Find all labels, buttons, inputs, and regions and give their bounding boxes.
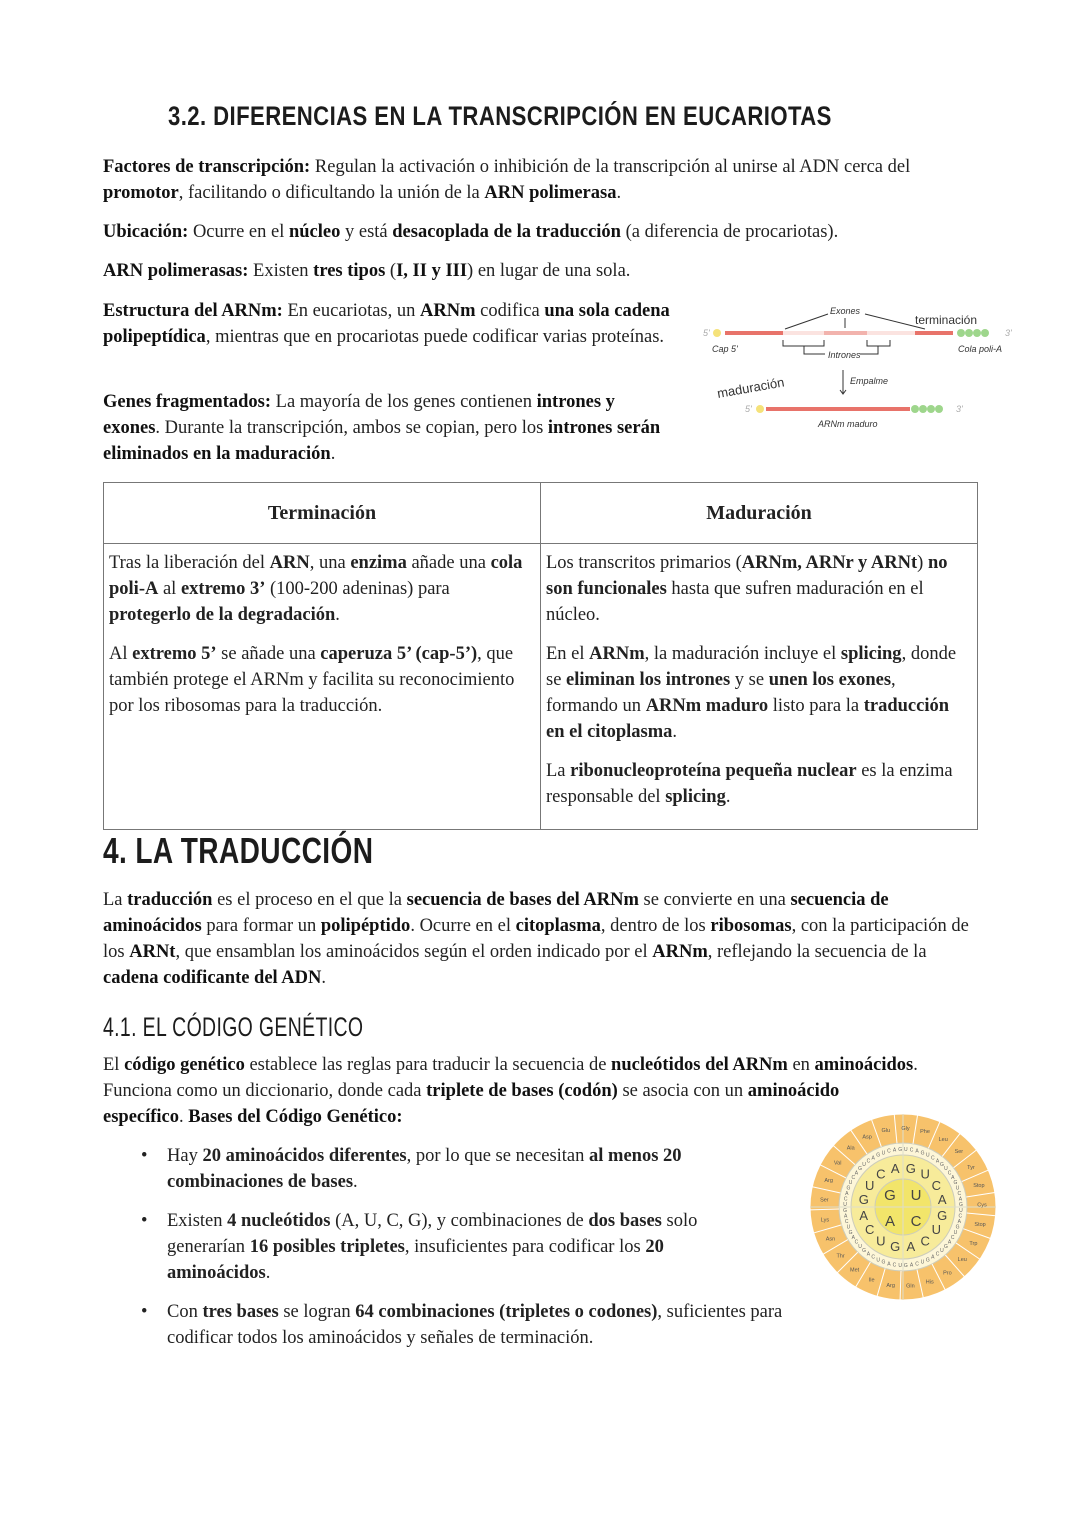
wheel-base-third: C [957, 1190, 962, 1197]
wheel-base-third: A [931, 1254, 935, 1261]
wheel-base-third: G [955, 1224, 960, 1231]
cell-paragraph [546, 758, 972, 810]
wheel-base-third: A [843, 1213, 848, 1220]
bold-text: eliminan los intrones [566, 670, 731, 690]
list-item [103, 1143, 767, 1195]
bold-text: ARN polimerasas: [103, 261, 249, 281]
text: El [103, 1055, 125, 1075]
bold-text: 64 combinaciones (tripletes o codones) [355, 1302, 658, 1322]
bold-text: unen los exones [768, 670, 892, 690]
column-header-terminacion: Terminación [104, 483, 541, 544]
cell-maduracion [541, 544, 978, 830]
bold-text: una sola cadena polipeptídica [103, 301, 670, 347]
text: , que también protege el ARNm y facilita su reconocimiento por los ribosomas para la traducción. [109, 644, 515, 716]
wheel-amino-acid: Stop [973, 1182, 985, 1189]
label-empalme: Empalme [850, 376, 889, 386]
text: y está [340, 222, 393, 242]
wheel-amino-acid: Asp [862, 1134, 872, 1141]
wheel-base-second: G [937, 1207, 948, 1223]
wheel-amino-acid: Gly [901, 1126, 910, 1133]
bold-text: promotor [103, 183, 179, 203]
text: . Durante la transcripción, ambos se copian, pero los [155, 418, 548, 438]
text: En eucariotas, un [282, 301, 421, 321]
text: Los transcritos primarios ( [546, 553, 742, 573]
cell-paragraph [546, 641, 972, 745]
text: Con [167, 1302, 203, 1322]
bold-text: código genético [124, 1055, 245, 1075]
text: en [787, 1055, 815, 1075]
bold-text: Estructura del ARNm: [103, 301, 283, 321]
wheel-base-second: U [920, 1166, 930, 1182]
text: , con la participación de los [103, 916, 969, 962]
label-maduracion: maduración [715, 374, 786, 401]
bold-text: tres bases [202, 1302, 279, 1322]
wheel-base-third: U [959, 1207, 963, 1214]
wheel-base-third: A [935, 1158, 940, 1165]
wheel-amino-acid: Gln [906, 1283, 915, 1290]
wheel-base-third: U [925, 1152, 930, 1159]
wheel-base-third: G [953, 1180, 958, 1187]
termination-maturation-table [103, 482, 978, 830]
bold-text: Bases del Código Genético: [188, 1107, 403, 1127]
wheel-base-second: C [865, 1222, 875, 1238]
wheel-base-first: C [910, 1213, 922, 1230]
text: Al [109, 644, 133, 664]
label-terminacion: terminación [915, 313, 978, 327]
bold-text: Ubicación: [103, 222, 189, 242]
text: , suficientes para codificar todos los aminoácidos y señales de terminación. [167, 1302, 783, 1348]
column-header-maduracion: Maduración [541, 483, 978, 544]
polya-tail [957, 329, 989, 337]
text: , facilitando o dificultando la unión de la [178, 183, 485, 203]
wheel-base-third: G [940, 1162, 944, 1169]
wheel-base-third: U [955, 1185, 960, 1192]
bold-text: ARNm [420, 301, 476, 321]
wheel-base-third: U [858, 1243, 862, 1250]
wheel-base-third: G [944, 1243, 948, 1250]
bold-text: ribosomas [710, 916, 792, 936]
bold-text: nucleótidos del ARNm [611, 1055, 788, 1075]
wheel-base-third: C [843, 1196, 848, 1203]
bold-text: intrones serán eliminados en la maduración [103, 418, 661, 464]
bold-text: secuencia de aminoácidos [103, 890, 889, 936]
bold-text: aminoácidos [814, 1055, 914, 1075]
text: se logran [278, 1302, 356, 1322]
wheel-base-third: A [854, 1170, 859, 1177]
wheel-base-third: C [871, 1254, 875, 1261]
wheel-amino-acid: Glu [881, 1127, 891, 1134]
wheel-base-third: G [846, 1185, 851, 1192]
bold-text: 4 nucleótidos [227, 1211, 331, 1231]
polya-tail-mature [911, 405, 943, 413]
text: , una [309, 553, 351, 573]
bold-text: splicing [665, 787, 726, 807]
text: , formando un [546, 670, 896, 716]
text: . [330, 444, 336, 464]
wheel-base-third: C [958, 1213, 963, 1220]
wheel-base-second: A [859, 1207, 869, 1223]
cap-icon [713, 329, 721, 337]
text: , mientras que en procariotas puede codificar varias proteínas. [205, 327, 665, 347]
bold-text: extremo 5’ [132, 644, 217, 664]
paragraph-ubicacion [103, 219, 983, 245]
cell-paragraph [546, 550, 972, 628]
wheel-base-third: G [925, 1257, 930, 1264]
wheel-base-third: U [848, 1180, 853, 1187]
label-cola: Cola poli-A [958, 344, 1003, 354]
text: . Ocurre en el [410, 916, 516, 936]
text: es el proceso en el que la [212, 890, 407, 910]
bold-text: I, II y III [396, 261, 468, 281]
label-intrones: Intrones [828, 350, 861, 360]
label-5prime-mature: 5' [745, 404, 752, 414]
bold-text: no son funcionales [546, 553, 948, 599]
bold-text: traducción en el citoplasma [546, 696, 950, 742]
text: listo para la [768, 696, 864, 716]
wheel-base-third: G [843, 1207, 848, 1214]
bold-text: aminoácido específico [103, 1081, 840, 1127]
text: Existen [248, 261, 314, 281]
exon-2 [824, 331, 867, 335]
wheel-base-first: A [884, 1213, 896, 1230]
wheel-amino-acid: Leu [938, 1137, 948, 1144]
wheel-amino-acid: Phe [920, 1129, 930, 1136]
wheel-base-second: A [937, 1192, 947, 1208]
text: establece las reglas para traducir la secuencia de [244, 1055, 612, 1075]
wheel-base-third: C [915, 1261, 919, 1268]
text: . [321, 968, 327, 988]
intron-1 [783, 331, 824, 335]
text: añade una [406, 553, 491, 573]
bold-text: 20 aminoácidos [167, 1237, 664, 1283]
wheel-base-third: U [876, 1257, 881, 1264]
text: Ocurre en el [188, 222, 289, 242]
bold-text: traducción [127, 890, 213, 910]
wheel-base-third: U [898, 1262, 902, 1269]
label-3prime-mature: 3' [956, 404, 963, 414]
genetic-code-wheel [808, 1112, 998, 1302]
wheel-base-third: A [957, 1219, 961, 1226]
bold-text: ARNm, ARNr y ARNt [741, 553, 918, 573]
wheel-base-third: U [940, 1247, 944, 1254]
splicing-diagram [700, 298, 1020, 438]
bold-text: intrones y exones [103, 392, 615, 438]
wheel-base-second: G [890, 1239, 901, 1255]
intron-2 [867, 331, 915, 335]
text: En el [546, 644, 590, 664]
cell-terminacion [104, 544, 541, 830]
wheel-base-first: U [910, 1187, 922, 1204]
bold-text: extremo 3’ [180, 579, 266, 599]
bold-text: 16 posibles tripletes [249, 1237, 405, 1257]
wheel-base-third: U [904, 1147, 908, 1154]
text: , reflejando la secuencia de la [707, 942, 927, 962]
wheel-base-third: C [851, 1175, 856, 1182]
bold-text: ARN polimerasa [484, 183, 617, 203]
wheel-base-third: A [887, 1261, 891, 1268]
bold-text: Genes fragmentados: [103, 392, 272, 412]
wheel-base-third: U [920, 1259, 925, 1266]
text: . [725, 787, 731, 807]
label-exones: Exones [830, 306, 861, 316]
label-cap: Cap 5' [712, 344, 738, 354]
cell-paragraph [109, 550, 535, 628]
wheel-base-second: G [858, 1192, 869, 1208]
bold-text: citoplasma [515, 916, 601, 936]
bold-text: cadena codificante del ADN [103, 968, 322, 988]
text: se asocia con un [617, 1081, 748, 1101]
text: ) en lugar de una sola. [467, 261, 631, 281]
wheel-amino-acid: Thr [836, 1253, 845, 1260]
bold-text: polipéptido [320, 916, 411, 936]
bold-text: ARN [269, 553, 310, 573]
wheel-base-third: G [958, 1202, 963, 1209]
text: , la maduración incluye el [644, 644, 841, 664]
paragraph-factores [103, 154, 983, 206]
wheel-amino-acid: Stop [974, 1222, 986, 1229]
wheel-base-third: C [935, 1251, 940, 1258]
text: , insuficientes para codificar los [404, 1237, 646, 1257]
text: . [335, 605, 340, 625]
wheel-base-third: U [944, 1166, 948, 1173]
text: La [546, 761, 571, 781]
text: , por lo que se necesitan [406, 1146, 590, 1166]
wheel-base-third: U [953, 1229, 958, 1236]
paragraph-genes-fragmentados [103, 389, 663, 467]
wheel-amino-acid: Tyr [967, 1164, 975, 1171]
wheel-base-second: G [905, 1160, 916, 1176]
text: Regulan la activación o inhibición de la transcripción al unirse al ADN cerca del [310, 157, 911, 177]
wheel-amino-acid: Arg [824, 1178, 833, 1185]
bold-text: ribonucleoproteína pequeña nuclear [570, 761, 857, 781]
text: y se [730, 670, 769, 690]
wheel-base-second: U [865, 1177, 875, 1193]
wheel-base-second: U [931, 1222, 941, 1238]
wheel-base-third: C [950, 1234, 955, 1241]
wheel-base-third: C [887, 1148, 891, 1155]
text: (a diferencia de procariotas). [620, 222, 839, 242]
bold-text: ARNt [129, 942, 176, 962]
bold-text: triplete de bases (codón) [426, 1081, 618, 1101]
text: ( [385, 261, 397, 281]
wheel-base-third: C [947, 1170, 952, 1177]
text: (A, U, C, G), y combinaciones de [330, 1211, 589, 1231]
wheel-base-third: C [866, 1158, 871, 1165]
wheel-base-third: A [909, 1262, 914, 1269]
wheel-base-third: C [931, 1155, 935, 1162]
bold-text: ARNm [652, 942, 708, 962]
wheel-base-third: A [951, 1175, 955, 1182]
bold-text: núcleo [288, 222, 341, 242]
wheel-base-third: A [871, 1155, 875, 1162]
list-item [103, 1208, 767, 1286]
wheel-amino-acid: Ala [846, 1145, 855, 1152]
text: hasta que sufren maduración en el núcleo. [546, 579, 924, 625]
text: (100-200 adeninas) para [265, 579, 450, 599]
paragraph-estructura-arnm [103, 298, 698, 350]
bold-text: dos bases [588, 1211, 662, 1231]
wheel-amino-acid: Trp [969, 1240, 978, 1247]
text: se añade una [216, 644, 321, 664]
wheel-base-second: A [890, 1160, 900, 1176]
exon-3 [915, 331, 953, 335]
wheel-base-third: A [866, 1251, 871, 1258]
bold-text: ARNm [589, 644, 645, 664]
bold-text: secuencia de bases del ARNm [406, 890, 639, 910]
bold-text: protegerlo de la degradación [109, 605, 336, 625]
text: . [353, 1172, 358, 1192]
bold-text: Factores de transcripción: [103, 157, 311, 177]
text: es la enzima responsable del [546, 761, 953, 807]
text: , que ensamblan los aminoácidos según el orden indicado por el [175, 942, 653, 962]
list-item [103, 1299, 803, 1351]
wheel-base-third: C [909, 1147, 914, 1154]
wheel-amino-acid: Lys [820, 1217, 830, 1224]
wheel-base-second: C [931, 1177, 941, 1193]
bold-text: splicing [840, 644, 902, 664]
text: Existen [167, 1211, 228, 1231]
section-heading-4: 4. LA TRADUCCIÓN [103, 830, 374, 871]
wheel-base-third: G [881, 1259, 886, 1266]
wheel-base-third: G [858, 1166, 862, 1173]
text: para formar un [201, 916, 321, 936]
wheel-base-third: C [844, 1219, 849, 1226]
wheel-amino-acid: Val [833, 1160, 842, 1167]
text: al [158, 579, 181, 599]
wheel-base-third: G [876, 1152, 881, 1159]
text: La mayoría de los genes contienen [271, 392, 537, 412]
wheel-amino-acid: Leu [957, 1257, 967, 1264]
wheel-amino-acid: Arg [886, 1283, 895, 1290]
wheel-base-third: U [843, 1202, 847, 1209]
text: se convierte en una [638, 890, 791, 910]
wheel-amino-acid: His [925, 1279, 934, 1286]
bold-text: enzima [350, 553, 407, 573]
exon-1 [725, 331, 783, 335]
wheel-base-third: G [862, 1247, 866, 1254]
wheel-base-third: A [892, 1147, 897, 1154]
bold-text: caperuza 5’ (cap-5’) [320, 644, 478, 664]
wheel-base-third: C [854, 1239, 859, 1246]
section-heading-4-1: 4.1. EL CÓDIGO GENÉTICO [103, 1012, 364, 1042]
text: . Funciona como un diccionario, donde cada [103, 1055, 918, 1101]
wheel-base-second: A [906, 1239, 916, 1255]
wheel-amino-acid: Ile [868, 1277, 875, 1284]
wheel-base-third: G [898, 1147, 903, 1154]
text: solo generarían [167, 1211, 698, 1257]
wheel-base-third: A [915, 1148, 919, 1155]
wheel-base-second: C [876, 1166, 886, 1182]
text: codifica [475, 301, 545, 321]
label-3prime: 3' [1005, 328, 1012, 338]
bold-text: 20 aminoácidos diferentes [202, 1146, 407, 1166]
text: . [179, 1107, 189, 1127]
wheel-base-third: G [848, 1229, 853, 1236]
wheel-base-third: U [846, 1224, 851, 1231]
bullet-list [103, 1143, 803, 1364]
wheel-base-third: A [947, 1239, 952, 1246]
wheel-amino-acid: Pro [943, 1270, 952, 1277]
paragraph-arn-polimerasas [103, 258, 983, 284]
wheel-base-second: U [876, 1233, 886, 1249]
cap-mature-icon [756, 405, 764, 413]
mature-mrna [766, 407, 910, 411]
text: . [672, 722, 678, 742]
text: La [103, 890, 128, 910]
wheel-base-first: G [884, 1187, 896, 1204]
text: . [265, 1263, 271, 1283]
wheel-base-third: A [845, 1190, 849, 1197]
wheel-amino-acid: Asn [825, 1236, 836, 1243]
bold-text: ARNm maduro [645, 696, 769, 716]
wheel-base-third: A [958, 1196, 963, 1203]
section-heading-3-2: 3.2. DIFERENCIAS EN LA TRANSCRIPCIÓN EN EUCARIOTAS [168, 101, 832, 131]
paragraph-traduccion [103, 887, 983, 991]
label-arnm-maduro: ARNm maduro [818, 419, 878, 429]
text: . [616, 183, 622, 203]
bold-text: tres tipos [313, 261, 386, 281]
wheel-base-third: G [903, 1262, 908, 1269]
wheel-base-third: U [881, 1150, 886, 1157]
wheel-base-second: C [920, 1233, 930, 1249]
wheel-base-third: U [862, 1162, 866, 1169]
text: ) [917, 553, 928, 573]
wheel-base-third: A [851, 1234, 855, 1241]
text: , dentro de los [600, 916, 711, 936]
bold-text: al menos 20 combinaciones de bases [167, 1146, 682, 1192]
wheel-base-third: C [892, 1262, 897, 1269]
wheel-amino-acid: Cys [977, 1202, 987, 1209]
wheel-base-third: G [920, 1150, 925, 1157]
text: Tras la liberación del [109, 553, 270, 573]
wheel-amino-acid: Ser [954, 1149, 964, 1156]
wheel-amino-acid: Met [849, 1267, 860, 1274]
text: Hay [167, 1146, 203, 1166]
text: , donde se [546, 644, 957, 690]
wheel-amino-acid: Ser [820, 1197, 829, 1204]
label-5prime: 5' [703, 328, 710, 338]
cell-paragraph [109, 641, 535, 719]
bold-text: cola poli-A [109, 553, 523, 599]
bold-text: desacoplada de la traducción [392, 222, 621, 242]
